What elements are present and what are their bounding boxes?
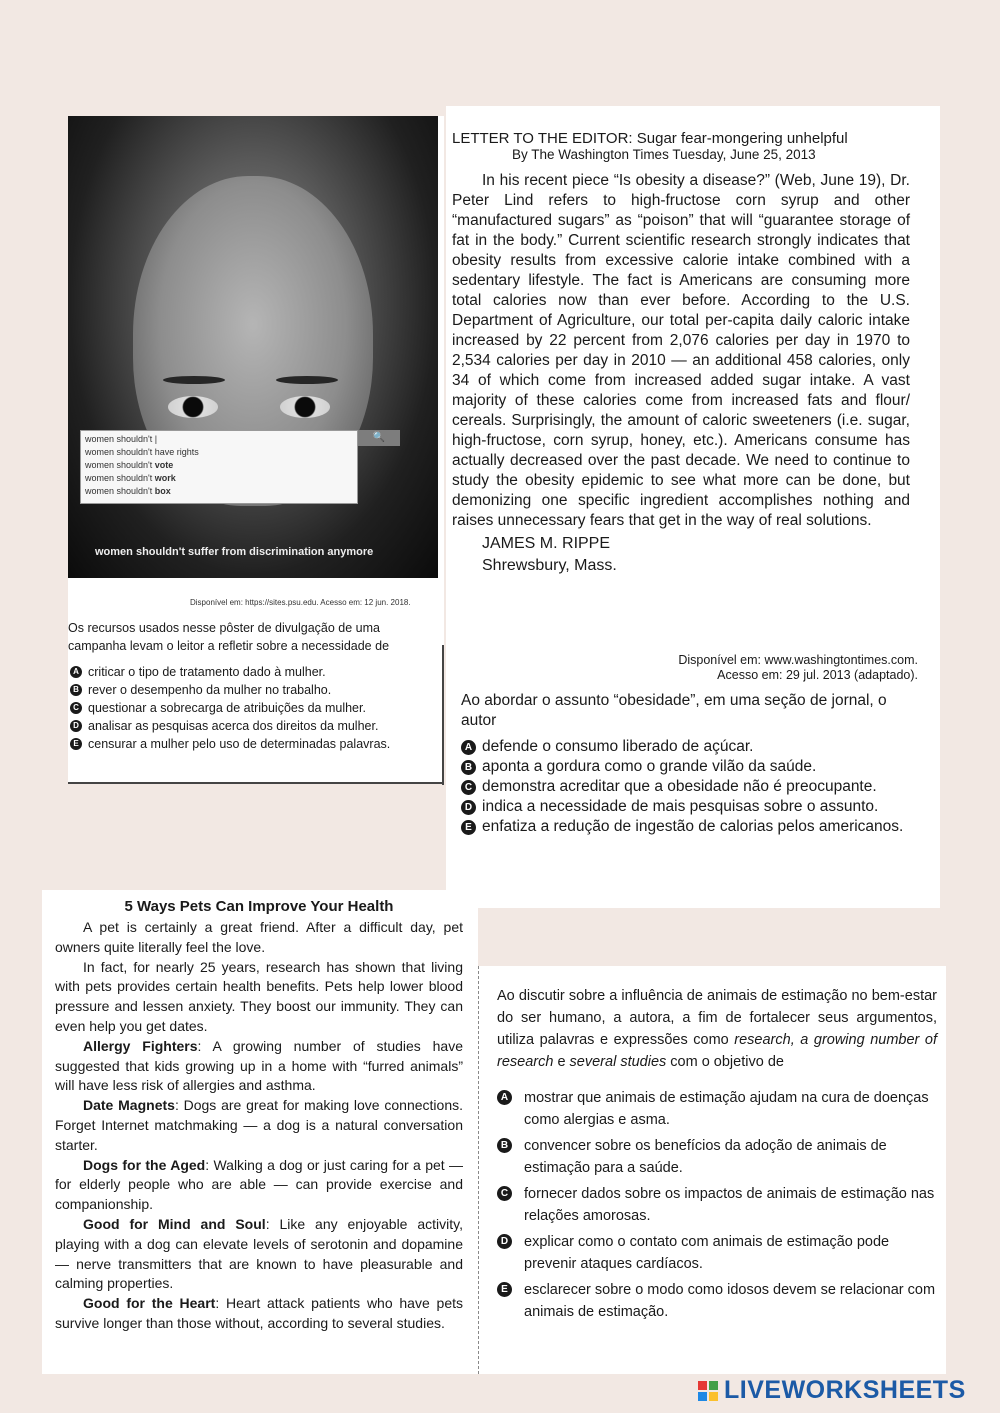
- panel-divider: [442, 645, 444, 785]
- letter-body: In his recent piece “Is obesity a disease?” (Web, June 19), Dr. Peter Lind refers to high-fructose corn syrup and other “manufactured sugars” as “poison” that will “guarantee storage of fat in the body.” Current scientific research strongly indicates that obesity results from excessive calorie intake combined with a sedentary lifestyle. The fact is Americans are consuming more total calories now than ever before. According to the U.S. Department of Agriculture, our total per-capita daily caloric intake increased by 22 percent from 2,076 calories per day in 1970 to 2,534 calories per day in 2010 — an additional 458 calories, only 34 of which come from increased added sugar intake. A vast majority of these calories come from increased fats and flour/ cereals. Surprisingly, the amount of caloric sweeteners (i.e. sugar, high-fructose, corn syrup, honey, etc.). Americans consume has actually decreased over the past decade. We need to continue to study the obesity epidemic to see what more can be done, but demonizing one specific ingredient accomplishes nothing and raises unnecessary fears that get in the way of real solutions.: [452, 172, 910, 529]
- option-text: aponta a gordura como o grande vilão da saúde.: [482, 758, 817, 775]
- pets-section-heading: Good for Mind and Soul: [83, 1215, 266, 1232]
- pets-section-text: : Heart attack patients who have pets survive longer than those without, according to several studies.: [55, 1295, 463, 1331]
- option-text: explicar como o contato com animais de estimação pode prevenir ataques cardíacos.: [524, 1234, 890, 1272]
- pets-section: [55, 1096, 463, 1155]
- campaign-poster: [68, 116, 438, 578]
- option-letter-badge: A: [497, 1090, 512, 1105]
- letter-source-line2: Acesso em: 29 jul. 2013 (adaptado).: [717, 668, 918, 682]
- pets-section-heading: Dogs for the Aged: [83, 1156, 206, 1173]
- question2: [461, 691, 917, 837]
- question1-option-e[interactable]: [70, 735, 440, 753]
- pets-body: [55, 918, 463, 1334]
- option-letter-badge: D: [497, 1234, 512, 1249]
- option-text: convencer sobre os benefícios da adoção de animais de estimação para a saúde.: [524, 1138, 887, 1176]
- pets-section-text: : A growing number of studies have suggested that kids growing up in a home with “furred animals” will have less risk of allergies and asthma.: [55, 1037, 463, 1094]
- question3-option-e[interactable]: [497, 1279, 937, 1323]
- letter-title: LETTER TO THE EDITOR: Sugar fear-mongering unhelpful: [452, 130, 848, 147]
- left-brow: [163, 376, 225, 384]
- option-text: esclarecer sobre o modo como idosos devem se relacionar com animais de estimação.: [524, 1282, 936, 1320]
- suggestion-item: women shouldn't work: [85, 473, 176, 483]
- option-text: mostrar que animais de estimação ajudam na cura de doenças como alergias e asma.: [524, 1090, 929, 1128]
- letter-byline: By The Washington Times Tuesday, June 25, 2013: [512, 147, 816, 162]
- pets-section: [55, 1294, 463, 1334]
- option-text: analisar as pesquisas acerca dos direitos da mulher.: [88, 719, 379, 733]
- question2-option-c[interactable]: [461, 777, 917, 797]
- option-letter-badge: C: [70, 702, 82, 714]
- option-letter-badge: B: [461, 760, 476, 775]
- option-letter-badge: B: [497, 1138, 512, 1153]
- pets-section: [55, 1037, 463, 1096]
- question1: [68, 619, 440, 753]
- pets-section: [55, 1156, 463, 1215]
- logo-text: LIVEWORKSHEETS: [724, 1376, 966, 1404]
- question2-option-d[interactable]: [461, 797, 917, 817]
- question1-stem: Os recursos usados nesse pôster de divulgação de uma campanha levam o leitor a refletir sobre a necessidade de: [68, 621, 390, 653]
- letter-signature-place: Shrewsbury, Mass.: [482, 557, 617, 574]
- question3-stem: Ao discutir sobre a influência de animais de estimação no bem-estar do ser humano, a autora, a fim de fortalecer seus argumentos, utiliza palavras e expressões como research, a growing number of research e several studies com o objetivo de: [497, 988, 937, 1070]
- option-letter-badge: C: [461, 780, 476, 795]
- question3-option-d[interactable]: [497, 1231, 937, 1275]
- option-letter-badge: E: [461, 820, 476, 835]
- option-text: rever o desempenho da mulher no trabalho.: [88, 683, 332, 697]
- option-text: fornecer dados sobre os impactos de animais de estimação nas relações amorosas.: [524, 1186, 935, 1224]
- poster-search-suggestions: [80, 430, 358, 504]
- question3-option-c[interactable]: [497, 1183, 937, 1227]
- suggestion-item: women shouldn't have rights: [85, 447, 199, 457]
- pets-section-heading: Allergy Fighters: [83, 1037, 198, 1054]
- pets-intro-2: In fact, for nearly 25 years, research has shown that living with pets provides certain health benefits. Pets help lower blood pressure and lessen anxiety. They boost our immunity. They can even help you get dates.: [55, 958, 463, 1034]
- pets-section-heading: Date Magnets: [83, 1097, 175, 1114]
- option-text: censurar a mulher pelo uso de determinadas palavras.: [88, 737, 391, 751]
- panel-divider: [478, 966, 480, 1374]
- right-brow: [276, 376, 338, 384]
- pets-section-text: : Dogs are great for making love connections. Forget Internet matchmaking — a dog is a natural conversation starter.: [55, 1097, 463, 1153]
- letter-source: [600, 653, 918, 683]
- search-icon: 🔍: [358, 430, 400, 446]
- pets-title: 5 Ways Pets Can Improve Your Health: [124, 898, 394, 915]
- question2-stem: Ao abordar o assunto “obesidade”, em uma seção de jornal, o autor: [461, 692, 887, 729]
- option-text: demonstra acreditar que a obesidade não é preocupante.: [482, 778, 877, 795]
- logo-icon: [698, 1381, 718, 1401]
- question1-option-d[interactable]: [70, 717, 440, 735]
- option-letter-badge: C: [497, 1186, 512, 1201]
- poster-caption: women shouldn't suffer from discrimination anymore: [95, 546, 374, 558]
- option-text: questionar a sobrecarga de atribuições da mulher.: [88, 701, 366, 715]
- letter-signature-name: JAMES M. RIPPE: [482, 535, 611, 552]
- pets-section-heading: Good for the Heart: [83, 1295, 216, 1312]
- option-text: indica a necessidade de mais pesquisas sobre o assunto.: [482, 798, 879, 815]
- option-letter-badge: E: [70, 738, 82, 750]
- question2-option-a[interactable]: [461, 737, 917, 757]
- poster-source: Disponível em: https://sites.psu.edu. Acesso em: 12 jun. 2018.: [190, 598, 411, 607]
- question2-option-b[interactable]: [461, 757, 917, 777]
- option-letter-badge: A: [70, 666, 82, 678]
- question1-option-c[interactable]: [70, 699, 440, 717]
- option-text: defende o consumo liberado de açúcar.: [482, 738, 754, 755]
- panel-divider: [68, 782, 444, 784]
- question2-option-e[interactable]: [461, 817, 917, 837]
- suggestion-item: women shouldn't |: [85, 434, 158, 444]
- question3-option-b[interactable]: [497, 1135, 937, 1179]
- pets-section-text: : Like any enjoyable activity, playing with a dog can elevate levels of serotonin and dopamine — nerve transmitters that are known to have pleasurable and calming properties.: [55, 1215, 463, 1292]
- suggestion-item: women shouldn't vote: [85, 460, 174, 470]
- suggestion-item: women shouldn't box: [85, 486, 171, 496]
- option-text: criticar o tipo de tratamento dado à mulher.: [88, 665, 326, 679]
- pets-article: [55, 896, 463, 1334]
- liveworksheets-logo[interactable]: [698, 1376, 966, 1405]
- pets-section: [55, 1215, 463, 1294]
- letter-article: [452, 130, 910, 577]
- question3-option-a[interactable]: [497, 1087, 937, 1131]
- option-letter-badge: B: [70, 684, 82, 696]
- pets-section-text: : Walking a dog or just caring for a pet — for elderly people who are able — can provide exercise and companionship.: [55, 1156, 464, 1213]
- option-letter-badge: E: [497, 1282, 512, 1297]
- right-eye: [280, 396, 330, 418]
- question1-option-a[interactable]: [70, 663, 440, 681]
- question1-option-b[interactable]: [70, 681, 440, 699]
- letter-source-line1: Disponível em: www.washingtontimes.com.: [678, 653, 918, 667]
- option-letter-badge: D: [461, 800, 476, 815]
- left-eye: [168, 396, 218, 418]
- question3: [497, 985, 937, 1323]
- pets-intro-1: A pet is certainly a great friend. After a difficult day, pet owners quite literally feel the love.: [55, 919, 463, 955]
- option-text: enfatiza a redução de ingestão de calorias pelos americanos.: [482, 818, 904, 835]
- option-letter-badge: D: [70, 720, 82, 732]
- option-letter-badge: A: [461, 740, 476, 755]
